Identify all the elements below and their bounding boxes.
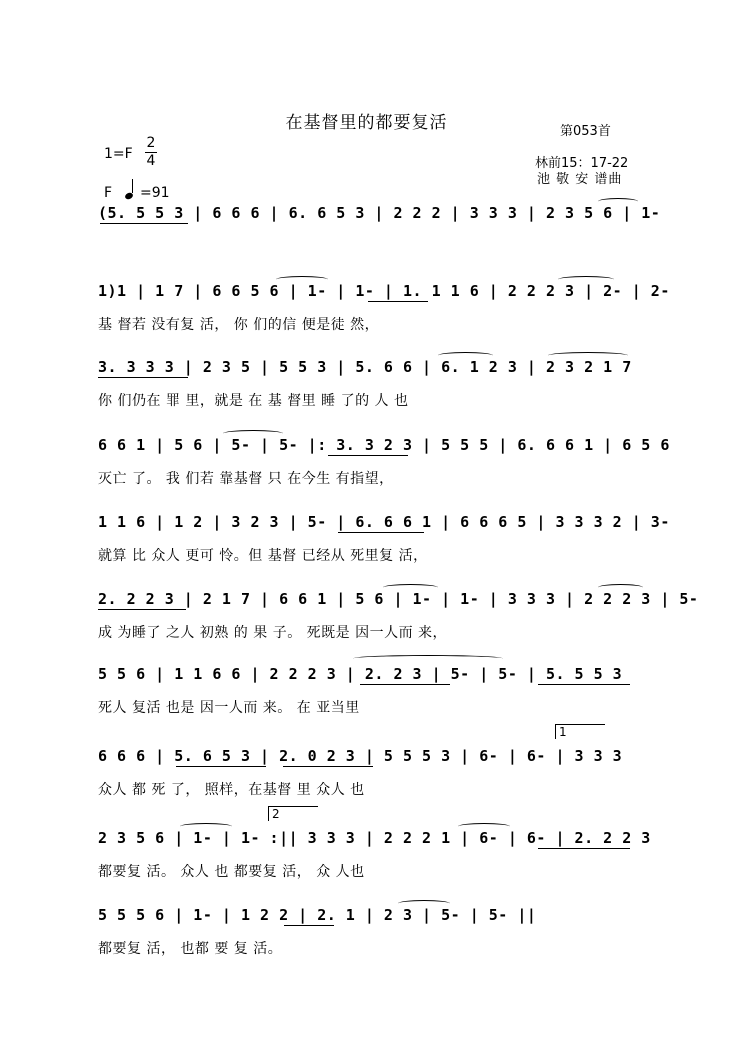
composer-credit: 池 敬 安 谱曲 [537,172,623,187]
staff-system-7 [98,665,643,720]
notation-line: 5 5 5 6 | 1- | 1 2 2 | 2. 1 | 2 3 | 5- | 5- || [98,906,537,924]
time-signature-top: 2 [146,135,156,151]
time-signature-bottom: 4 [146,153,156,169]
lyric-line: 都要复 活。 众人 也 都要复 活， 众 人也 [98,864,365,880]
lyric-line: 死人 复活 也是 因一人而 来。 在 亚当里 [98,700,360,716]
tie-arc [438,352,493,359]
lyric-line: 就算 比 众人 更可 怜。但 基督 已经从 死里复 活， [98,548,428,564]
tie-arc [398,900,450,907]
tie-arc [558,276,614,283]
tempo-value: =91 [139,185,170,201]
tie-arc [353,655,503,662]
notation-line: (5. 5 5 3 | 6 6 6 | 6. 6 5 3 | 2 2 2 | 3 3 3 | 2 3 5 6 | 1- [98,204,661,222]
beam-underline [538,684,630,685]
beam-underline [360,684,450,685]
notation-line: 2. 2 2 3 | 2 1 7 | 6 6 1 | 5 6 | 1- | 1- | 3 3 3 | 2 2 2 3 | 5- [98,590,699,608]
hymn-number: 第053首 [560,124,611,139]
tie-arc [598,198,638,205]
tie-arc [458,823,510,830]
tie-arc [383,584,438,591]
notation-line: 6 6 6 | 5. 6 5 3 | 2. 0 2 3 | 5 5 5 3 | 6- | 6- | 3 3 3 [98,747,623,765]
beam-underline [176,766,266,767]
key-signature: 1=F [104,146,133,162]
lyric-line: 成 为睡了 之人 初熟 的 果 子。 死既是 因一人而 来， [98,625,448,641]
beam-underline [283,766,373,767]
beam-underline [368,301,428,302]
lyric-line: 都要复 活， 也都 要 复 活。 [98,941,283,957]
staff-system-10 [98,906,643,961]
beam-underline [328,455,408,456]
tie-arc [276,276,328,283]
staff-system-9 [98,829,651,884]
tempo-marking [104,183,170,201]
staff-system-3 [98,358,643,413]
notation-line: 1 1 6 | 1 2 | 3 2 3 | 5- | 6. 6 6 1 | 6 6 6 5 | 3 3 3 2 | 3- [98,513,670,531]
tie-arc [598,584,643,591]
tempo-label: F [104,185,113,201]
beam-underline [100,223,188,224]
song-title: 在基督里的都要复活 [285,113,448,133]
first-ending-bracket: 1 [555,724,605,739]
tie-arc [180,823,232,830]
tie-arc [223,430,283,437]
staff-system-4 [98,436,670,491]
beam-underline [98,609,186,610]
beam-underline [538,848,630,849]
notation-line: 6 6 1 | 5 6 | 5- | 5- |: 3. 3 2 3 | 5 5 5 | 6. 6 6 1 | 6 5 6 [98,436,670,454]
beam-underline [338,532,424,533]
note-stem [132,179,133,193]
tie-arc [548,352,628,359]
beam-underline [98,377,188,378]
staff-system-6 [98,590,699,645]
scripture-reference: 林前15：17-22 [535,156,629,171]
lyric-line: 众人 都 死 了， 照样，在基督 里 众人 也 [98,782,365,798]
notation-line: 1)1 | 1 7 | 6 6 5 6 | 1- | 1- | 1. 1 1 6 | 2 2 2 3 | 2- | 2- [98,282,670,300]
lyric-line: 基 督若 没有复 活， 你 们的信 便是徒 然， [98,317,380,333]
staff-system-8 [98,747,643,802]
staff-system-5 [98,513,670,568]
lyric-line: 你 们仍在 罪 里，就是 在 基 督里 睡 了的 人 也 [98,393,409,409]
beam-underline [284,925,334,926]
staff-system-2 [98,282,670,337]
notation-line: 3. 3 3 3 | 2 3 5 | 5 5 3 | 5. 6 6 | 6. 1 2 3 | 2 3 2 1 7 [98,358,632,376]
lyric-line: 灭亡 了。 我 们若 靠基督 只 在今生 有指望， [98,471,394,487]
notation-line: 5 5 6 | 1 1 6 6 | 2 2 2 3 | 2. 2 3 | 5- | 5- | 5. 5 5 3 [98,665,623,683]
time-signature [145,136,157,169]
staff-system-1 [98,204,661,244]
second-ending-bracket: 2 [268,806,318,821]
notation-line: 2 3 5 6 | 1- | 1- :|| 3 3 3 | 2 2 2 1 | 6- | 6- | 2. 2 2 3 [98,829,651,847]
